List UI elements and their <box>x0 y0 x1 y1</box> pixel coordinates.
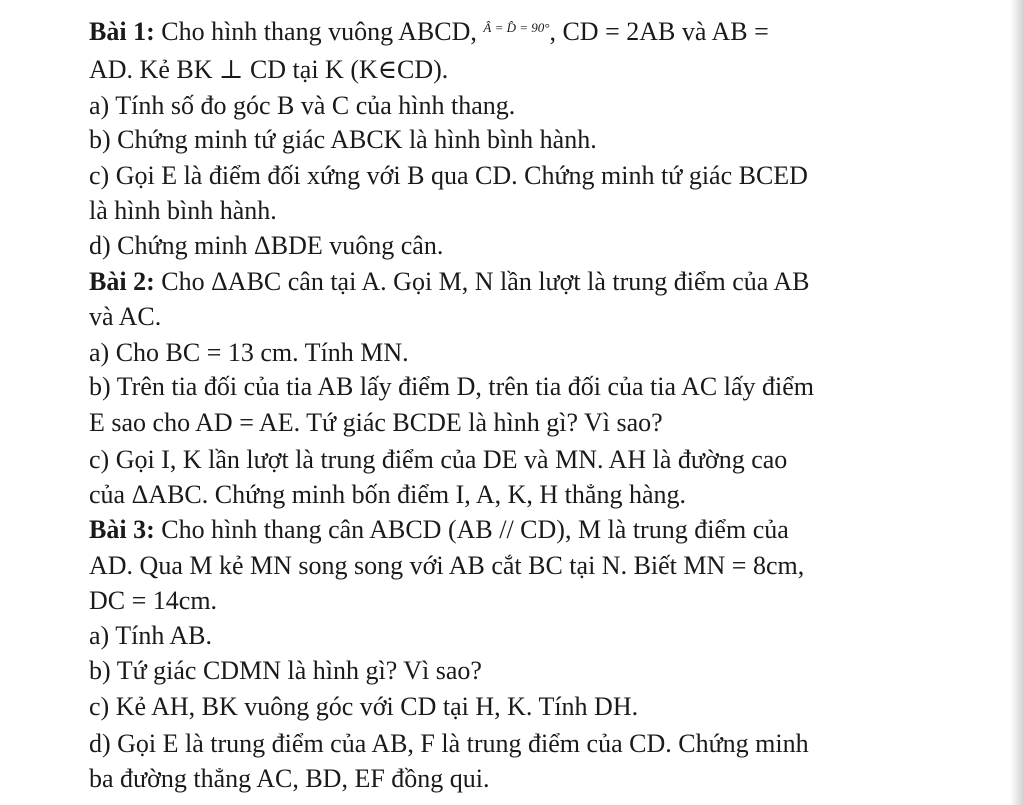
exercise-1-part-b: b) Chứng minh tứ giác ABCK là hình bình hành. <box>89 125 597 154</box>
exercise-1-part-c-line-1: c) Gọi E là điểm đối xứng với B qua CD. Chứng minh tứ giác BCED <box>89 161 808 190</box>
exercise-1-line-1 <box>89 15 769 49</box>
exercise-3-part-d-line-2: ba đường thẳng AC, BD, EF đồng qui. <box>89 764 490 793</box>
exercise-2-part-c-line-2: của ΔABC. Chứng minh bốn điểm I, A, K, H thẳng hàng. <box>89 480 686 509</box>
exercise-2-text: Cho ΔABC cân tại A. Gọi M, N lần lượt là trung điểm của AB <box>154 267 810 296</box>
exercise-3-text: Cho hình thang cân ABCD (AB // CD), M là trung điểm của <box>154 515 789 544</box>
exercise-2-part-b-line-1: b) Trên tia đối của tia AB lấy điểm D, trên tia đối của tia AC lấy điểm <box>89 372 814 401</box>
exercise-1-part-c-line-2: là hình bình hành. <box>89 196 277 225</box>
exercise-2-part-b-line-2: E sao cho AD = AE. Tứ giác BCDE là hình gì? Vì sao? <box>89 408 663 437</box>
exercise-2-line-1 <box>89 265 810 299</box>
exercise-1-line-2: AD. Kẻ BK ⊥ CD tại K (K∈CD). <box>89 55 449 84</box>
page-edge-shadow <box>1010 0 1024 805</box>
exercise-2-heading: Bài 2: <box>89 267 155 296</box>
exercise-3-part-b: b) Tứ giác CDMN là hình gì? Vì sao? <box>89 656 482 685</box>
exercise-3-part-d-line-1: d) Gọi E là trung điểm của AB, F là trung điểm của CD. Chứng minh <box>89 729 809 758</box>
exercise-3-line-3: DC = 14cm. <box>89 586 218 615</box>
exercise-3-part-a: a) Tính AB. <box>89 621 213 650</box>
exercise-1-part-d: d) Chứng minh ΔBDE vuông cân. <box>89 231 444 260</box>
exercise-3-part-c: c) Kẻ AH, BK vuông góc với CD tại H, K. Tính DH. <box>89 692 639 721</box>
exercise-1-part-a: a) Tính số đo góc B và C của hình thang. <box>89 91 516 120</box>
angle-condition: Â = D̂ = 90° <box>483 20 550 35</box>
exercise-1-text-cont: , CD = 2AB và AB = <box>549 17 769 46</box>
exercise-3-line-2: AD. Qua M kẻ MN song song với AB cắt BC tại N. Biết MN = 8cm, <box>89 551 805 580</box>
exercise-3-heading: Bài 3: <box>89 515 155 544</box>
exercise-3-line-1 <box>89 513 789 547</box>
exercise-2-line-2: và AC. <box>89 302 162 331</box>
exercise-2-part-a: a) Cho BC = 13 cm. Tính MN. <box>89 338 409 367</box>
exercise-1-heading: Bài 1: <box>89 17 155 46</box>
exercise-1-text: Cho hình thang vuông ABCD, <box>154 17 484 46</box>
exercise-2-part-c-line-1: c) Gọi I, K lần lượt là trung điểm của DE và MN. AH là đường cao <box>89 445 788 474</box>
